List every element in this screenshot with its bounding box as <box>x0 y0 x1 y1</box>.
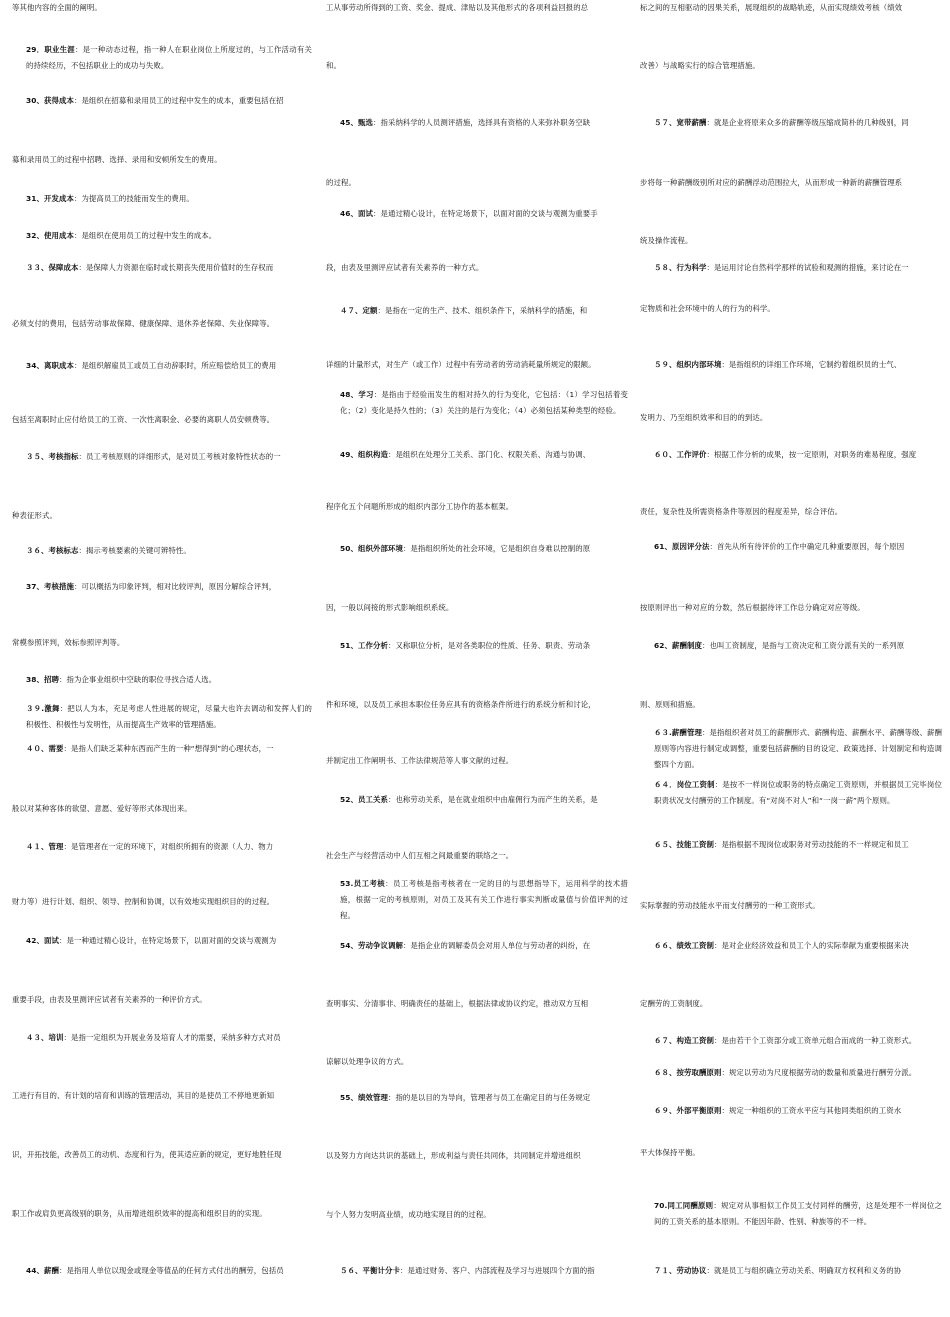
term-heading: 考核指标 <box>48 452 79 461</box>
paragraph-continuation <box>12 0 312 16</box>
term-heading: 离职成本 <box>43 361 74 370</box>
term-heading: 考核措施 <box>43 582 74 591</box>
paragraph-continuation <box>640 301 942 317</box>
body-text: 段，由表及里测评应试者有关素养的一种方式。 <box>326 263 484 272</box>
body-text: 定物质和社会环境中的人的行为的科学。 <box>640 304 775 313</box>
term-heading: 绩效工资制 <box>676 941 714 950</box>
body-text: 工从事劳动所得到的工资、奖金、提成、津贴以及其他形式的各项利益回报的总 <box>326 3 589 12</box>
body-text: 程序化五个问题所形成的组织内部分工协作的基本框架。 <box>326 502 514 511</box>
paragraph-continuation <box>640 504 942 520</box>
paragraph-continuation <box>326 0 628 16</box>
term-definition <box>640 725 942 773</box>
term-number: 37、 <box>26 582 44 591</box>
term-heading: 学习 <box>358 390 374 399</box>
term-number: ５８、 <box>654 263 677 272</box>
term-number: 34、 <box>26 361 44 370</box>
body-text: 种表征形式。 <box>12 511 57 520</box>
term-definition <box>326 387 628 419</box>
term-definition <box>12 672 312 688</box>
column-left <box>12 0 312 1317</box>
body-text: 标之间的互相驱动的因果关系，展现组织的战略轨迹，从而实现绩效考核（绩效 <box>640 3 903 12</box>
term-number: 44、 <box>26 1266 44 1275</box>
term-definition <box>326 1090 628 1106</box>
term-number: 48、 <box>340 390 359 399</box>
body-text: ：可以概括为印象评判，相对比较评判，原因分解综合评判， <box>73 582 277 591</box>
body-text: ：是指组织的详细工作环境，它制约着组织员的士气、 <box>721 360 902 369</box>
term-heading: 劳动争议调解 <box>357 941 403 950</box>
term-heading: 面试 <box>43 936 59 945</box>
body-text: 识，开拓技能，改善员工的动机、态度和行为，使其适应新的规定，更好地胜任现 <box>12 1150 282 1159</box>
body-text: 社会生产与经营活动中人们互相之间最重要的联络之一。 <box>326 851 514 860</box>
paragraph-continuation <box>326 175 628 191</box>
term-heading: 劳动协议 <box>676 1266 707 1275</box>
body-text: 发明力、乃至组织效率和目的的到达。 <box>640 413 768 422</box>
term-number: 45、 <box>340 118 358 127</box>
term-number: ４１、 <box>26 842 49 851</box>
term-number: ６７、 <box>654 1036 677 1045</box>
term-number: ５７、 <box>654 118 677 127</box>
term-heading: 组织构造 <box>357 450 388 459</box>
body-text: ：把以人为本，充足考虑人性进展的规定，尽量大也许去调动和发挥人们的积极性、积极性与发明性，从而提高生产效率的管理措施。 <box>26 704 313 729</box>
body-text: 因，一般以间接的形式影响组织系统。 <box>326 603 454 612</box>
body-text: ：就是企业将原来众多的薪酬等级压缩成简朴的几种级别，同 <box>706 118 909 127</box>
term-heading: 激舞 <box>44 704 60 713</box>
body-text: ：规定对从事相似工作员工支付同样的酬劳，这是处理不一样岗位之间的工资关系的基本原则。不能因年龄、性别、种族等的不一样。 <box>654 1201 942 1226</box>
body-text: ：揭示考核要素的关键可辨特性。 <box>78 546 191 555</box>
term-heading: 需要 <box>48 744 64 753</box>
term-number: ６８、 <box>654 1068 677 1077</box>
paragraph-continuation <box>640 233 942 249</box>
paragraph-continuation <box>640 58 942 74</box>
paragraph-continuation <box>640 600 942 616</box>
term-number: ５９、 <box>654 360 677 369</box>
body-text: 并制定出工作阐明书、工作法律规范等人事文献的过程。 <box>326 756 514 765</box>
paragraph-continuation <box>640 898 942 914</box>
body-text: ：是指一定组织为开展业务及培育人才的需要，采纳多种方式对员 <box>63 1033 281 1042</box>
term-heading: 工作分析 <box>357 641 388 650</box>
body-text: 的过程。 <box>326 178 356 187</box>
body-text: 必须支付的费用，包括劳动事故保障、健康保障、退休养老保障、失业保障等。 <box>12 319 275 328</box>
paragraph-continuation <box>12 801 312 817</box>
term-number: ６０、 <box>654 450 677 459</box>
body-text: ：根据工作分析的成果，按一定原则，对职务的难易程度，强度 <box>706 450 917 459</box>
term-definition <box>640 539 942 555</box>
term-heading: 原因评分法 <box>671 542 710 551</box>
term-definition <box>12 42 312 74</box>
term-number: 51、 <box>340 641 358 650</box>
paragraph-continuation <box>326 1207 628 1223</box>
body-text: ：是指企业的调解委员会对用人单位与劳动者的纠纷，在 <box>402 941 591 950</box>
body-text: ：是由若干个工资部分或工资单元组合而成的一种工资形式。 <box>713 1036 917 1045</box>
term-definition <box>640 938 942 954</box>
body-text: ：是指组织者对员工的薪酬形式、薪酬构造、薪酬水平、薪酬等级、薪酬原则等内容进行制定或调整，重要包括薪酬的目的设定、政策选择、计划制定和构造调整四个方面。 <box>654 728 943 769</box>
term-definition <box>326 1263 628 1279</box>
paragraph-continuation <box>326 1148 628 1164</box>
body-text: 查明事实、分清事非、明确责任的基础上，根据法律或协议约定，推动双方互相 <box>326 999 589 1008</box>
body-text: ：就是员工与组织确立劳动关系、明确双方权利和义务的协 <box>706 1266 902 1275</box>
body-text: ：是指在一定的生产、技术、组织条件下，采纳科学的措施，和 <box>377 306 588 315</box>
body-text: ：规定以劳动为尺度根据劳动的数量和质量进行酬劳分派。 <box>721 1068 917 1077</box>
body-text: ：又称职位分析，是对各类职位的性质、任务、职责、劳动条 <box>387 641 591 650</box>
term-definition <box>12 358 312 374</box>
body-text: 等其他内容的全面的阐明。 <box>12 3 102 12</box>
paragraph-continuation <box>12 894 312 910</box>
term-number: ３５、 <box>26 452 49 461</box>
term-definition <box>640 115 942 131</box>
body-text: 定酬劳的工资制度。 <box>640 999 708 1008</box>
body-text: 平大体保持平衡。 <box>640 1148 700 1157</box>
body-text: ：也称劳动关系，是在就业组织中由雇佣行为而产生的关系，是 <box>387 795 598 804</box>
paragraph-continuation <box>326 996 628 1012</box>
term-number: ６５、 <box>654 840 677 849</box>
term-definition <box>12 933 312 949</box>
term-definition <box>640 777 942 809</box>
term-definition <box>326 876 628 924</box>
term-heading: 技能工资制 <box>676 840 714 849</box>
term-heading: 职业生涯 <box>44 45 75 54</box>
body-text: ：是一种通过精心设计，在特定场景下，以面对面的交谈与观测为 <box>58 936 277 945</box>
term-definition <box>12 1263 312 1279</box>
term-number: ３３、 <box>26 263 49 272</box>
term-definition <box>640 447 942 463</box>
paragraph-continuation <box>326 848 628 864</box>
paragraph-continuation <box>12 1088 312 1104</box>
body-text: ：是按不一样岗位或职务的特点确定工资原则，并根据员工完毕岗位职责状况支付酬劳的工作制度。有“对岗不对人”和“一岗一薪”两个原则。 <box>654 780 942 805</box>
body-text: 职工作或肩负更高级别的职务，从而增进组织效率的提高和组织目的的实现。 <box>12 1209 267 1218</box>
term-heading: 薪酬管理 <box>671 728 702 737</box>
body-text: 改善）与战略实行的综合管理措施。 <box>640 61 760 70</box>
term-number: 62、 <box>654 641 672 650</box>
paragraph-continuation <box>326 357 628 373</box>
paragraph-continuation <box>12 1147 312 1163</box>
term-definition <box>12 543 312 559</box>
term-number: 49、 <box>340 450 358 459</box>
paragraph-continuation <box>326 697 628 713</box>
term-heading: 按劳取酬原则 <box>676 1068 722 1077</box>
paragraph-continuation <box>640 410 942 426</box>
body-text: ：是通过财务、客户、内部流程及学习与进展四个方面的指 <box>399 1266 595 1275</box>
body-text: 步将每一种薪酬级别所对应的薪酬浮动范围拉大，从而形成一种新的薪酬管理系 <box>640 178 903 187</box>
term-definition <box>12 701 312 733</box>
term-definition <box>640 260 942 276</box>
term-definition <box>12 449 312 465</box>
term-definition <box>12 191 312 207</box>
body-text: ：是通过精心设计，在特定场景下，以面对面的交谈与观测为重要手 <box>372 209 598 218</box>
body-text: 和。 <box>326 61 341 70</box>
term-number: ７１、 <box>654 1266 677 1275</box>
term-number: ３９. <box>26 704 45 713</box>
term-number: ５６、 <box>340 1266 363 1275</box>
body-text: ：是组织解雇员工或员工自动辞职时，所应赔偿给员工的费用 <box>73 361 277 370</box>
body-text: 财力等）进行计划、组织、领导、控制和协调，以有效地实现组织目的的过程。 <box>12 897 275 906</box>
body-text: 按原则评出一种对应的分数，然后根据待评工作总分确定对应等级。 <box>640 603 865 612</box>
term-heading: 工作评价 <box>676 450 707 459</box>
term-heading: 保障成本 <box>48 263 79 272</box>
paragraph-continuation <box>640 0 942 16</box>
paragraph-continuation <box>12 152 312 168</box>
body-text: ：是管理者在一定的环境下，对组织所拥有的资源（人力、物力 <box>63 842 274 851</box>
term-heading: 宽带薪酬 <box>676 118 707 127</box>
body-text: ：是指用人单位以现金或现金等值品的任何方式付出的酬劳，包括员 <box>58 1266 284 1275</box>
term-definition <box>326 447 628 463</box>
term-number: ４０、 <box>26 744 49 753</box>
body-text: ：为提高员工的技能而发生的费用。 <box>73 194 194 203</box>
term-heading: 考核标志 <box>48 546 79 555</box>
term-heading: 使用成本 <box>43 231 74 240</box>
paragraph-continuation <box>12 1206 312 1222</box>
term-heading: 行为科学 <box>676 263 707 272</box>
body-text: 与个人努力发明高业绩，成功地实现目的的过程。 <box>326 1210 491 1219</box>
term-definition <box>640 357 942 373</box>
term-definition <box>326 938 628 954</box>
term-heading: 岗位工资制 <box>676 780 715 789</box>
body-text: ：是运用讨论自然科学那样的试验和观测的措施，来讨论在一 <box>706 263 909 272</box>
body-text: 责任，复杂性及所需资格条件等原因的程度差异，综合评估。 <box>640 507 843 516</box>
term-number: 46、 <box>340 209 358 218</box>
body-text: ：员工考核是指考核者在一定的目的与思想指导下，运用科学的技术措施，根据一定的考核原则，对员工及其有关工作进行事实判断或量值与价值评判的过程。 <box>340 879 629 920</box>
term-number: ６６、 <box>654 941 677 950</box>
term-number: 61、 <box>654 542 672 551</box>
term-heading: 定额 <box>362 306 378 315</box>
paragraph-continuation <box>326 600 628 616</box>
paragraph-continuation <box>326 58 628 74</box>
term-number: 38、 <box>26 675 44 684</box>
term-heading: 管理 <box>48 842 64 851</box>
term-number: 70. <box>654 1201 668 1210</box>
term-heading: 薪酬制度 <box>671 641 702 650</box>
term-heading: 开发成本 <box>43 194 74 203</box>
term-heading: 组织外部环境 <box>357 544 403 553</box>
body-text: ：规定一种组织的工资水平应与其他同类组织的工资水 <box>721 1106 902 1115</box>
body-text: ：是保障人力资源在临时或长期丧失使用价值时的生存权而 <box>78 263 274 272</box>
paragraph-continuation <box>640 175 942 191</box>
term-number: ６３. <box>654 728 672 737</box>
term-heading: 同工同酬原则 <box>667 1201 714 1210</box>
term-heading: 构造工资制 <box>676 1036 714 1045</box>
paragraph-continuation <box>12 635 312 651</box>
term-definition <box>640 837 942 853</box>
term-heading: 招聘 <box>43 675 59 684</box>
term-number: 29． <box>26 45 45 54</box>
term-definition <box>640 1033 942 1049</box>
term-number: ３６、 <box>26 546 49 555</box>
term-heading: 平衡计分卡 <box>362 1266 400 1275</box>
body-text: 般以对某种客体的欲望、意愿、爱好等形式体现出来。 <box>12 804 192 813</box>
term-definition <box>640 638 942 654</box>
term-number: ６４． <box>654 780 677 789</box>
body-text: 工进行有目的、有计划的培育和训练的管理活动，其目的是使员工不停地更新知 <box>12 1091 275 1100</box>
body-text: ：是组织在招募和录用员工的过程中发生的成本，重要包括在招 <box>73 96 284 105</box>
term-heading: 绩效管理 <box>357 1093 388 1102</box>
body-text: 募和录用员工的过程中招聘、选择、录用和安顿所发生的费用。 <box>12 155 222 164</box>
body-text: ：首先从所有待评价的工作中确定几种重要原因，每个原因 <box>709 542 905 551</box>
body-text: ：员工考核原则的详细形式，是对员工考核对象特性状态的一 <box>78 452 281 461</box>
body-text: ：是一种动态过程，指一种人在职业岗位上所度过的，与工作活动有关的持续经历，不包括职业上的成功与失败。 <box>26 45 313 70</box>
body-text: 包括至离职时止应付给员工的工资、一次性离职金、必要的离职人员安顿费等。 <box>12 415 275 424</box>
term-definition <box>640 1263 942 1279</box>
body-text: 件和环境，以及员工承担本职位任务应具有的资格条件所进行的系统分析和讨论， <box>326 700 596 709</box>
body-text: 实际掌握的劳动技能水平而支付酬劳的一种工资形式。 <box>640 901 820 910</box>
term-definition <box>326 206 628 222</box>
paragraph-continuation <box>326 499 628 515</box>
body-text: ：是组织在处理分工关系、部门化、权限关系、沟通与协调、 <box>387 450 591 459</box>
column-right <box>640 0 942 1317</box>
body-text: 以及努力方向达共识的基础上，形成利益与责任共同体，共同制定并增进组织 <box>326 1151 581 1160</box>
term-definition <box>12 260 312 276</box>
body-text: ：指的是以目的为导向，管理者与员工在确定目的与任务规定 <box>387 1093 591 1102</box>
term-definition <box>12 228 312 244</box>
term-heading: 获得成本 <box>43 96 74 105</box>
term-number: ４７、 <box>340 306 363 315</box>
body-text: ：是指根据不现岗位或职务对劳动技能的不一样规定和员工 <box>713 840 909 849</box>
term-heading: 面试 <box>357 209 373 218</box>
term-number: 54、 <box>340 941 358 950</box>
paragraph-continuation <box>12 412 312 428</box>
term-number: 53. <box>340 879 354 888</box>
paragraph-continuation <box>326 753 628 769</box>
term-number: 55、 <box>340 1093 358 1102</box>
paragraph-continuation <box>640 697 942 713</box>
body-text: ：指为企事业组织中空缺的职位寻找合适人选。 <box>58 675 217 684</box>
term-number: 32、 <box>26 231 44 240</box>
term-number: ６９、 <box>654 1106 677 1115</box>
body-text: 详细的计量形式，对生产（或工作）过程中有劳动者的劳动消耗量所规定的限额。 <box>326 360 596 369</box>
term-definition <box>640 1198 942 1230</box>
body-text: ：是指组织所处的社会环境，它是组织自身难以控制的原 <box>402 544 591 553</box>
term-heading: 组织内部环境 <box>676 360 722 369</box>
body-text: 则、原则和措施。 <box>640 700 700 709</box>
term-number: ４３、 <box>26 1033 49 1042</box>
term-definition <box>12 1030 312 1046</box>
term-definition <box>12 839 312 855</box>
term-heading: 培训 <box>48 1033 64 1042</box>
body-text: ：也叫工资制度，是指与工资决定和工资分派有关的一系列原 <box>701 641 905 650</box>
paragraph-continuation <box>640 996 942 1012</box>
term-definition <box>326 115 628 131</box>
term-definition <box>326 541 628 557</box>
term-definition <box>12 741 312 757</box>
body-text: 常模参照评判，效标参照评判等。 <box>12 638 125 647</box>
body-text: ：指采纳科学的人员测评措施，选择具有资格的人来弥补职务空缺 <box>372 118 591 127</box>
term-number: 52、 <box>340 795 358 804</box>
paragraph-continuation <box>12 508 312 524</box>
term-heading: 员工考核 <box>353 879 386 888</box>
paragraph-continuation <box>326 1054 628 1070</box>
term-heading: 甄选 <box>357 118 373 127</box>
body-text: ：是组织在使用员工的过程中发生的成本。 <box>73 231 217 240</box>
term-definition <box>326 638 628 654</box>
column-middle <box>326 0 628 1317</box>
body-text: 重要手段，由表及里测评应试者有关素养的一种评价方式。 <box>12 995 207 1004</box>
term-definition <box>640 1065 942 1081</box>
term-definition <box>12 579 312 595</box>
term-heading: 员工关系 <box>357 795 388 804</box>
body-text: ：是指由于经验而发生的相对持久的行为变化，它包括：（1）学习包括着变化；（2）变化是持久性的；（3）关注的是行为变化；（4）必须包括某种类型的经验。 <box>340 390 629 415</box>
paragraph-continuation <box>326 260 628 276</box>
paragraph-continuation <box>12 992 312 1008</box>
term-number: 50、 <box>340 544 358 553</box>
body-text: 谅解以处理争议的方式。 <box>326 1057 409 1066</box>
body-text: ：是对企业经济效益和员工个人的实际奉献为重要根据来决 <box>713 941 909 950</box>
paragraph-continuation <box>640 1145 942 1161</box>
term-number: 30、 <box>26 96 44 105</box>
term-heading: 外部平衡原则 <box>676 1106 722 1115</box>
term-definition <box>326 303 628 319</box>
body-text: ：是指人们缺乏某种东西而产生的一种“想得到”的心理状态，一 <box>63 744 274 753</box>
body-text: 统及操作流程。 <box>640 236 693 245</box>
term-number: 42、 <box>26 936 44 945</box>
paragraph-continuation <box>12 316 312 332</box>
term-definition <box>12 93 312 109</box>
term-number: 31、 <box>26 194 44 203</box>
term-definition <box>326 792 628 808</box>
term-heading: 薪酬 <box>43 1266 59 1275</box>
term-definition <box>640 1103 942 1119</box>
